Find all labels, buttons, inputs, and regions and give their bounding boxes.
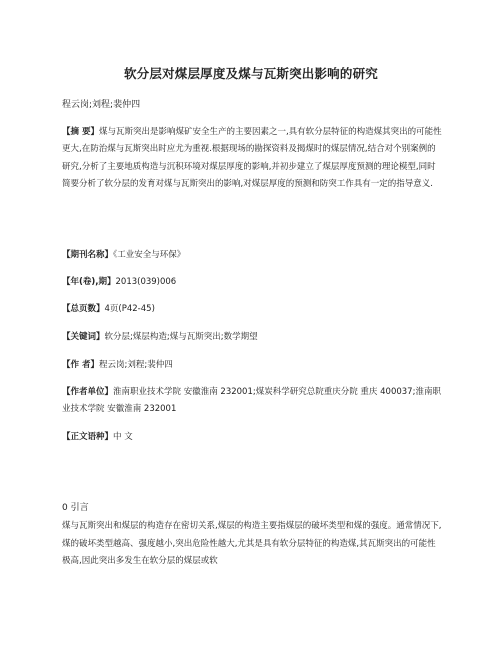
field-keywords-value: 软分层;煤层构造;煤与瓦斯突出;数学期望	[104, 332, 258, 342]
authors-line: 程云岗;刘程;裴仲四	[62, 100, 141, 110]
field-year-volume	[62, 274, 442, 291]
field-language-label: 【正文语种】	[62, 432, 114, 442]
field-keywords	[62, 329, 442, 346]
field-pages	[62, 301, 442, 318]
field-journal-label: 【期刊名称】	[62, 250, 114, 260]
field-year-volume-label: 【年(卷),期】	[62, 277, 116, 287]
abstract-label: 【摘 要】	[62, 127, 99, 137]
field-journal-value: 《工业安全与环保》	[113, 250, 186, 260]
field-journal	[62, 247, 442, 264]
abstract	[62, 124, 442, 194]
section-heading: 0 引言	[62, 503, 89, 513]
field-authors-label: 【作 者】	[62, 360, 99, 370]
document-title: 软分层对煤层厚度及煤与瓦斯突出影响的研究	[123, 66, 378, 81]
section-body-text: 煤与瓦斯突出和煤层的构造存在密切关系,煤层的构造主要指煤层的破坏类型和煤的强度。通常情况下,煤的破坏类型越高、强度越小,突出危险性越大,尤其是具有软分层特征的构造煤,其瓦斯突出的可能性极高,因此突出多发生在软分层的煤层或软	[62, 521, 442, 567]
field-authors	[62, 357, 442, 374]
field-affiliation-value: 淮南职业技术学院 安徽淮南 232001;煤炭科学研究总院重庆分院 重庆 400037;淮南职业技术学院 安徽淮南 232001	[62, 387, 441, 415]
field-affiliation	[62, 384, 442, 419]
field-pages-value: 4页(P42-45)	[104, 304, 155, 314]
field-year-volume-value: 2013(039)006	[115, 277, 177, 287]
field-keywords-label: 【关键词】	[62, 332, 105, 342]
field-authors-value: 程云岗;刘程;裴仲四	[98, 360, 173, 370]
abstract-text: 煤与瓦斯突出是影响煤矿安全生产的主要因素之一,具有软分层特征的构造煤其突出的可能性更大,在防治煤与瓦斯突出时应尤为重视.根据现场的勘探资料及揭煤时的煤层情况,结合对个别案例的研究,分析了主要地质构造与沉积环境对煤层厚度的影响,并初步建立了煤层厚度预测的理论模型,同时简要分析了软分层的发育对煤与瓦斯突出的影响,对煤层厚度的预测和防突工作具有一定的指导意义.	[62, 127, 442, 190]
field-language-value: 中 文	[113, 432, 133, 442]
field-pages-label: 【总页数】	[62, 304, 105, 314]
field-language	[62, 429, 442, 446]
field-affiliation-label: 【作者单位】	[62, 387, 114, 397]
